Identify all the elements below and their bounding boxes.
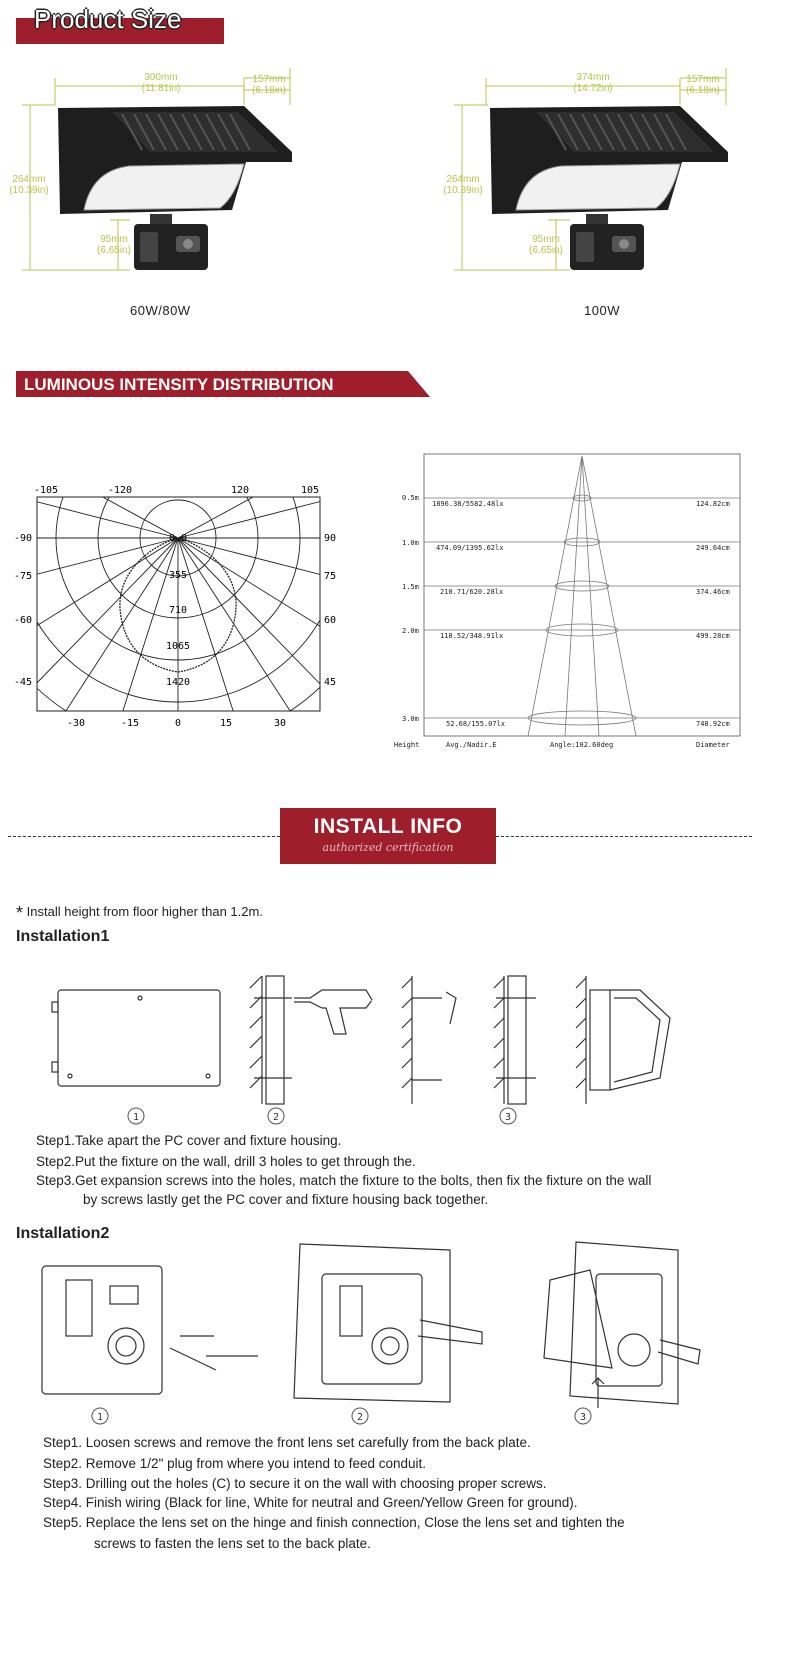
step-number: 3	[579, 1412, 587, 1423]
dim-sensor-left: 95mm (6.65in)	[97, 234, 131, 256]
cone-diameter: 374.46cm	[696, 588, 730, 596]
step-number: 1	[96, 1412, 104, 1423]
dim-depth-left: 157mm (6.18in)	[252, 74, 286, 96]
polar-right-label: 75	[324, 571, 337, 582]
inst2-step5: Step5. Replace the lens set on the hinge and finish connection, Close the lens set and tighten the	[43, 1515, 625, 1530]
polar-right-label: 60	[324, 615, 337, 626]
dim-depth-right: 157mm (6.18in)	[686, 74, 720, 96]
polar-radial-label: 0.0	[168, 533, 188, 544]
inst1-step3-cont: by screws lastly get the PC cover and fixture housing back together.	[83, 1192, 489, 1207]
cone-footer-angle: Angle:102.60deg	[550, 741, 614, 749]
divider-left	[8, 836, 280, 837]
cone-height: 3.0m	[402, 715, 419, 723]
polar-top-label: 105	[300, 485, 320, 496]
polar-left-label: -60	[14, 615, 33, 626]
luminous-title: LUMINOUS INTENSITY DISTRIBUTION	[24, 375, 334, 394]
inst2-step2: Step2. Remove 1/2" plug from where you intend to feed conduit.	[43, 1456, 427, 1471]
inst2-step5-cont: screws to fasten the lens set to the back plate.	[94, 1536, 371, 1551]
dim-sensor-right: 95mm (6.65in)	[529, 234, 563, 256]
fixture-drawing-left	[0, 60, 400, 300]
polar-bottom-label: -30	[66, 718, 86, 729]
inst1-step1: Step1.Take apart the PC cover and fixture housing.	[36, 1133, 342, 1148]
caption-100w: 100W	[584, 303, 620, 318]
polar-bottom-label: 15	[219, 718, 233, 729]
divider-right	[496, 836, 752, 837]
polar-top-label: 120	[230, 485, 250, 496]
polar-bottom-label: 0	[174, 718, 182, 729]
inst1-step2: Step2.Put the fixture on the wall, drill 3 holes to get through the.	[36, 1154, 416, 1169]
luminous-banner	[16, 371, 430, 397]
cone-diagram	[390, 450, 750, 760]
polar-bottom-label: -15	[120, 718, 140, 729]
installation1-numbers	[126, 1106, 526, 1128]
cone-avg: 118.52/348.91lx	[440, 632, 504, 640]
cone-avg: 474.09/1395.62lx	[436, 544, 504, 552]
cone-footer-diameter: Diameter	[696, 741, 730, 749]
installation1-heading: Installation1	[16, 928, 110, 945]
inst1-step3: Step3.Get expansion screws into the holes, match the fixture to the bolts, then fix the fixture on the wall	[36, 1173, 652, 1188]
inst2-step4: Step4. Finish wiring (Black for line, White for neutral and Green/Yellow Green for ground).	[43, 1495, 578, 1510]
cone-height: 1.0m	[402, 539, 419, 547]
dim-height-left: 264mm (10.39in)	[9, 174, 49, 196]
cone-diameter: 499.28cm	[696, 632, 730, 640]
cone-footer-avg: Avg./Nadir.E	[446, 741, 497, 749]
inst2-step3: Step3. Drilling out the holes (C) to secure it on the wall with choosing proper screws.	[43, 1476, 547, 1491]
drill-label: ★★★★★	[356, 996, 381, 1005]
dim-width-right: 374mm (14.72in)	[573, 72, 613, 94]
installation2-numbers	[90, 1406, 610, 1428]
dim-height-right: 264mm (10.39in)	[443, 174, 483, 196]
cone-avg: 1896.38/5582.48lx	[432, 500, 504, 508]
polar-bottom-label: 30	[273, 718, 287, 729]
cone-avg: 210.71/620.28lx	[440, 588, 504, 596]
dim-width-left: 300mm (11.81in)	[141, 72, 181, 94]
step-number: 2	[272, 1112, 280, 1123]
polar-left-label: -90	[14, 533, 33, 544]
polar-right-label: 45	[324, 677, 337, 688]
product-size-title: Product Size	[34, 4, 182, 34]
polar-top-label: -105	[33, 485, 59, 496]
asterisk-icon: *	[16, 903, 24, 923]
install-info-title: INSTALL INFO	[313, 815, 463, 838]
inst2-step1: Step1. Loosen screws and remove the front lens set carefully from the back plate.	[43, 1435, 531, 1450]
polar-top-label: -120	[107, 485, 133, 496]
install-height-note	[16, 900, 263, 921]
install-height-note-text: Install height from floor higher than 1.2m.	[26, 904, 263, 919]
step-number: 2	[356, 1412, 364, 1423]
caption-60w-80w: 60W/80W	[130, 303, 191, 318]
cone-height: 1.5m	[402, 583, 419, 591]
cone-height: 0.5m	[402, 494, 419, 502]
installation2-heading: Installation2	[16, 1225, 110, 1242]
polar-radial-label: 1065	[165, 641, 191, 652]
install-info-banner	[280, 808, 496, 864]
polar-left-label: -75	[14, 571, 33, 582]
installation2-drawings	[30, 1240, 730, 1410]
polar-radial-label: 1420	[165, 677, 191, 688]
step-number: 1	[132, 1112, 140, 1123]
cone-diameter: 124.82cm	[696, 500, 730, 508]
cone-diameter: 748.92cm	[696, 720, 730, 728]
installation1-drawings	[40, 968, 680, 1128]
cone-diameter: 249.64cm	[696, 544, 730, 552]
polar-diagram	[0, 480, 380, 740]
step-number: 3	[504, 1112, 512, 1123]
cone-height: 2.0m	[402, 627, 419, 635]
install-info-subtitle: authorized certification	[322, 841, 454, 854]
polar-left-label: -45	[14, 677, 33, 688]
cone-avg: 52.68/155.07lx	[446, 720, 506, 728]
polar-radial-label: 710	[168, 605, 188, 616]
polar-radial-label: 355	[168, 570, 188, 581]
cone-footer-height: Height	[394, 741, 420, 749]
polar-right-label: 90	[324, 533, 337, 544]
